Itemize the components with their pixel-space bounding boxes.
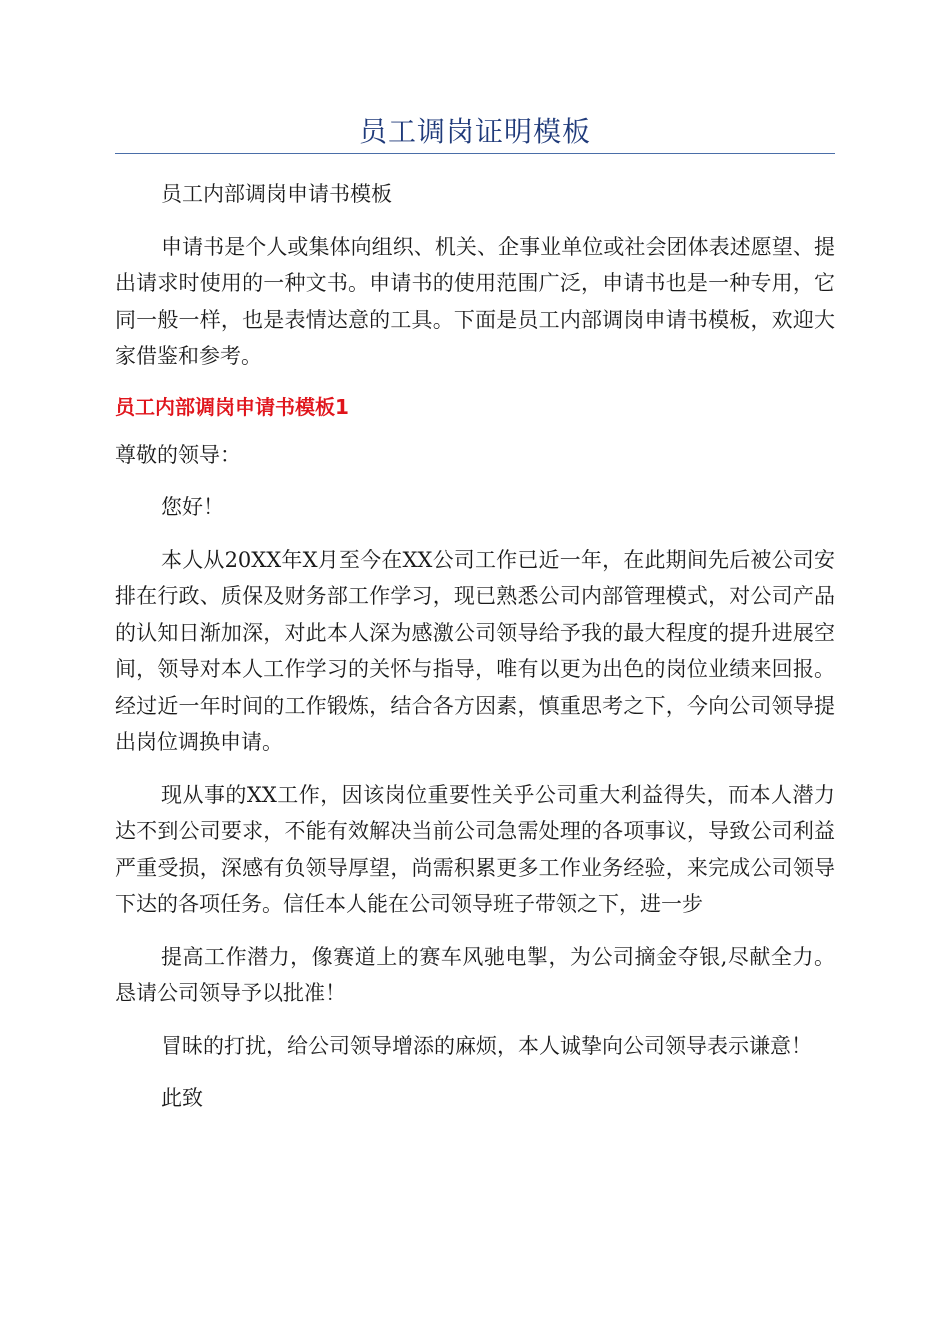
- title-underline: [115, 153, 835, 154]
- section-heading: 员工内部调岗申请书模板1: [115, 394, 349, 419]
- intro-paragraph: 申请书是个人或集体向组织、机关、企事业单位或社会团体表述愿望、提出请求时使用的一种文书。申请书的使用范围广泛，申请书也是一种专用，它同一般一样，也是表情达意的工具。下面是员工内部调岗申请书模板，欢迎大家借鉴和参考。: [115, 234, 835, 368]
- document-subtitle: 员工内部调岗申请书模板: [161, 182, 392, 206]
- body-paragraph: 现从事的XX工作，因该岗位重要性关乎公司重大利益得失，而本人潜力达不到公司要求，不能有效解决当前公司急需处理的各项事议，导致公司利益严重受损，深感有负领导厚望，尚需积累更多工作业务经验，来完成公司领导下达的各项任务。信任本人能在公司领导班子带领之下，进一步: [115, 782, 835, 916]
- body-paragraph: 提高工作潜力，像赛道上的赛车风驰电掣，为公司摘金夺银,尽献全力。恳请公司领导予以批准！: [115, 944, 835, 1005]
- document-title: 员工调岗证明模板: [358, 115, 591, 148]
- body-paragraph: 冒昧的打扰，给公司领导增添的麻烦，本人诚挚向公司领导表示谦意！: [161, 1033, 812, 1058]
- closing-line: 此致: [161, 1086, 203, 1110]
- greeting: 您好！: [161, 495, 224, 519]
- body-paragraph: 本人从20XX年X月至今在XX公司工作已近一年，在此期间先后被公司安排在行政、质保及财务部工作学习，现已熟悉公司内部管理模式，对公司产品的认知日渐加深，对此本人深为感激公司领导给予我的最大程度的提升进展空间，领导对本人工作学习的关怀与指导，唯有以更为出色的岗位业绩来回报。经过近一年时间的工作锻炼，结合各方因素，慎重思考之下，今向公司领导提出岗位调换申请。: [115, 547, 835, 754]
- document-body: [115, 176, 835, 1133]
- salutation: 尊敬的领导：: [115, 442, 241, 467]
